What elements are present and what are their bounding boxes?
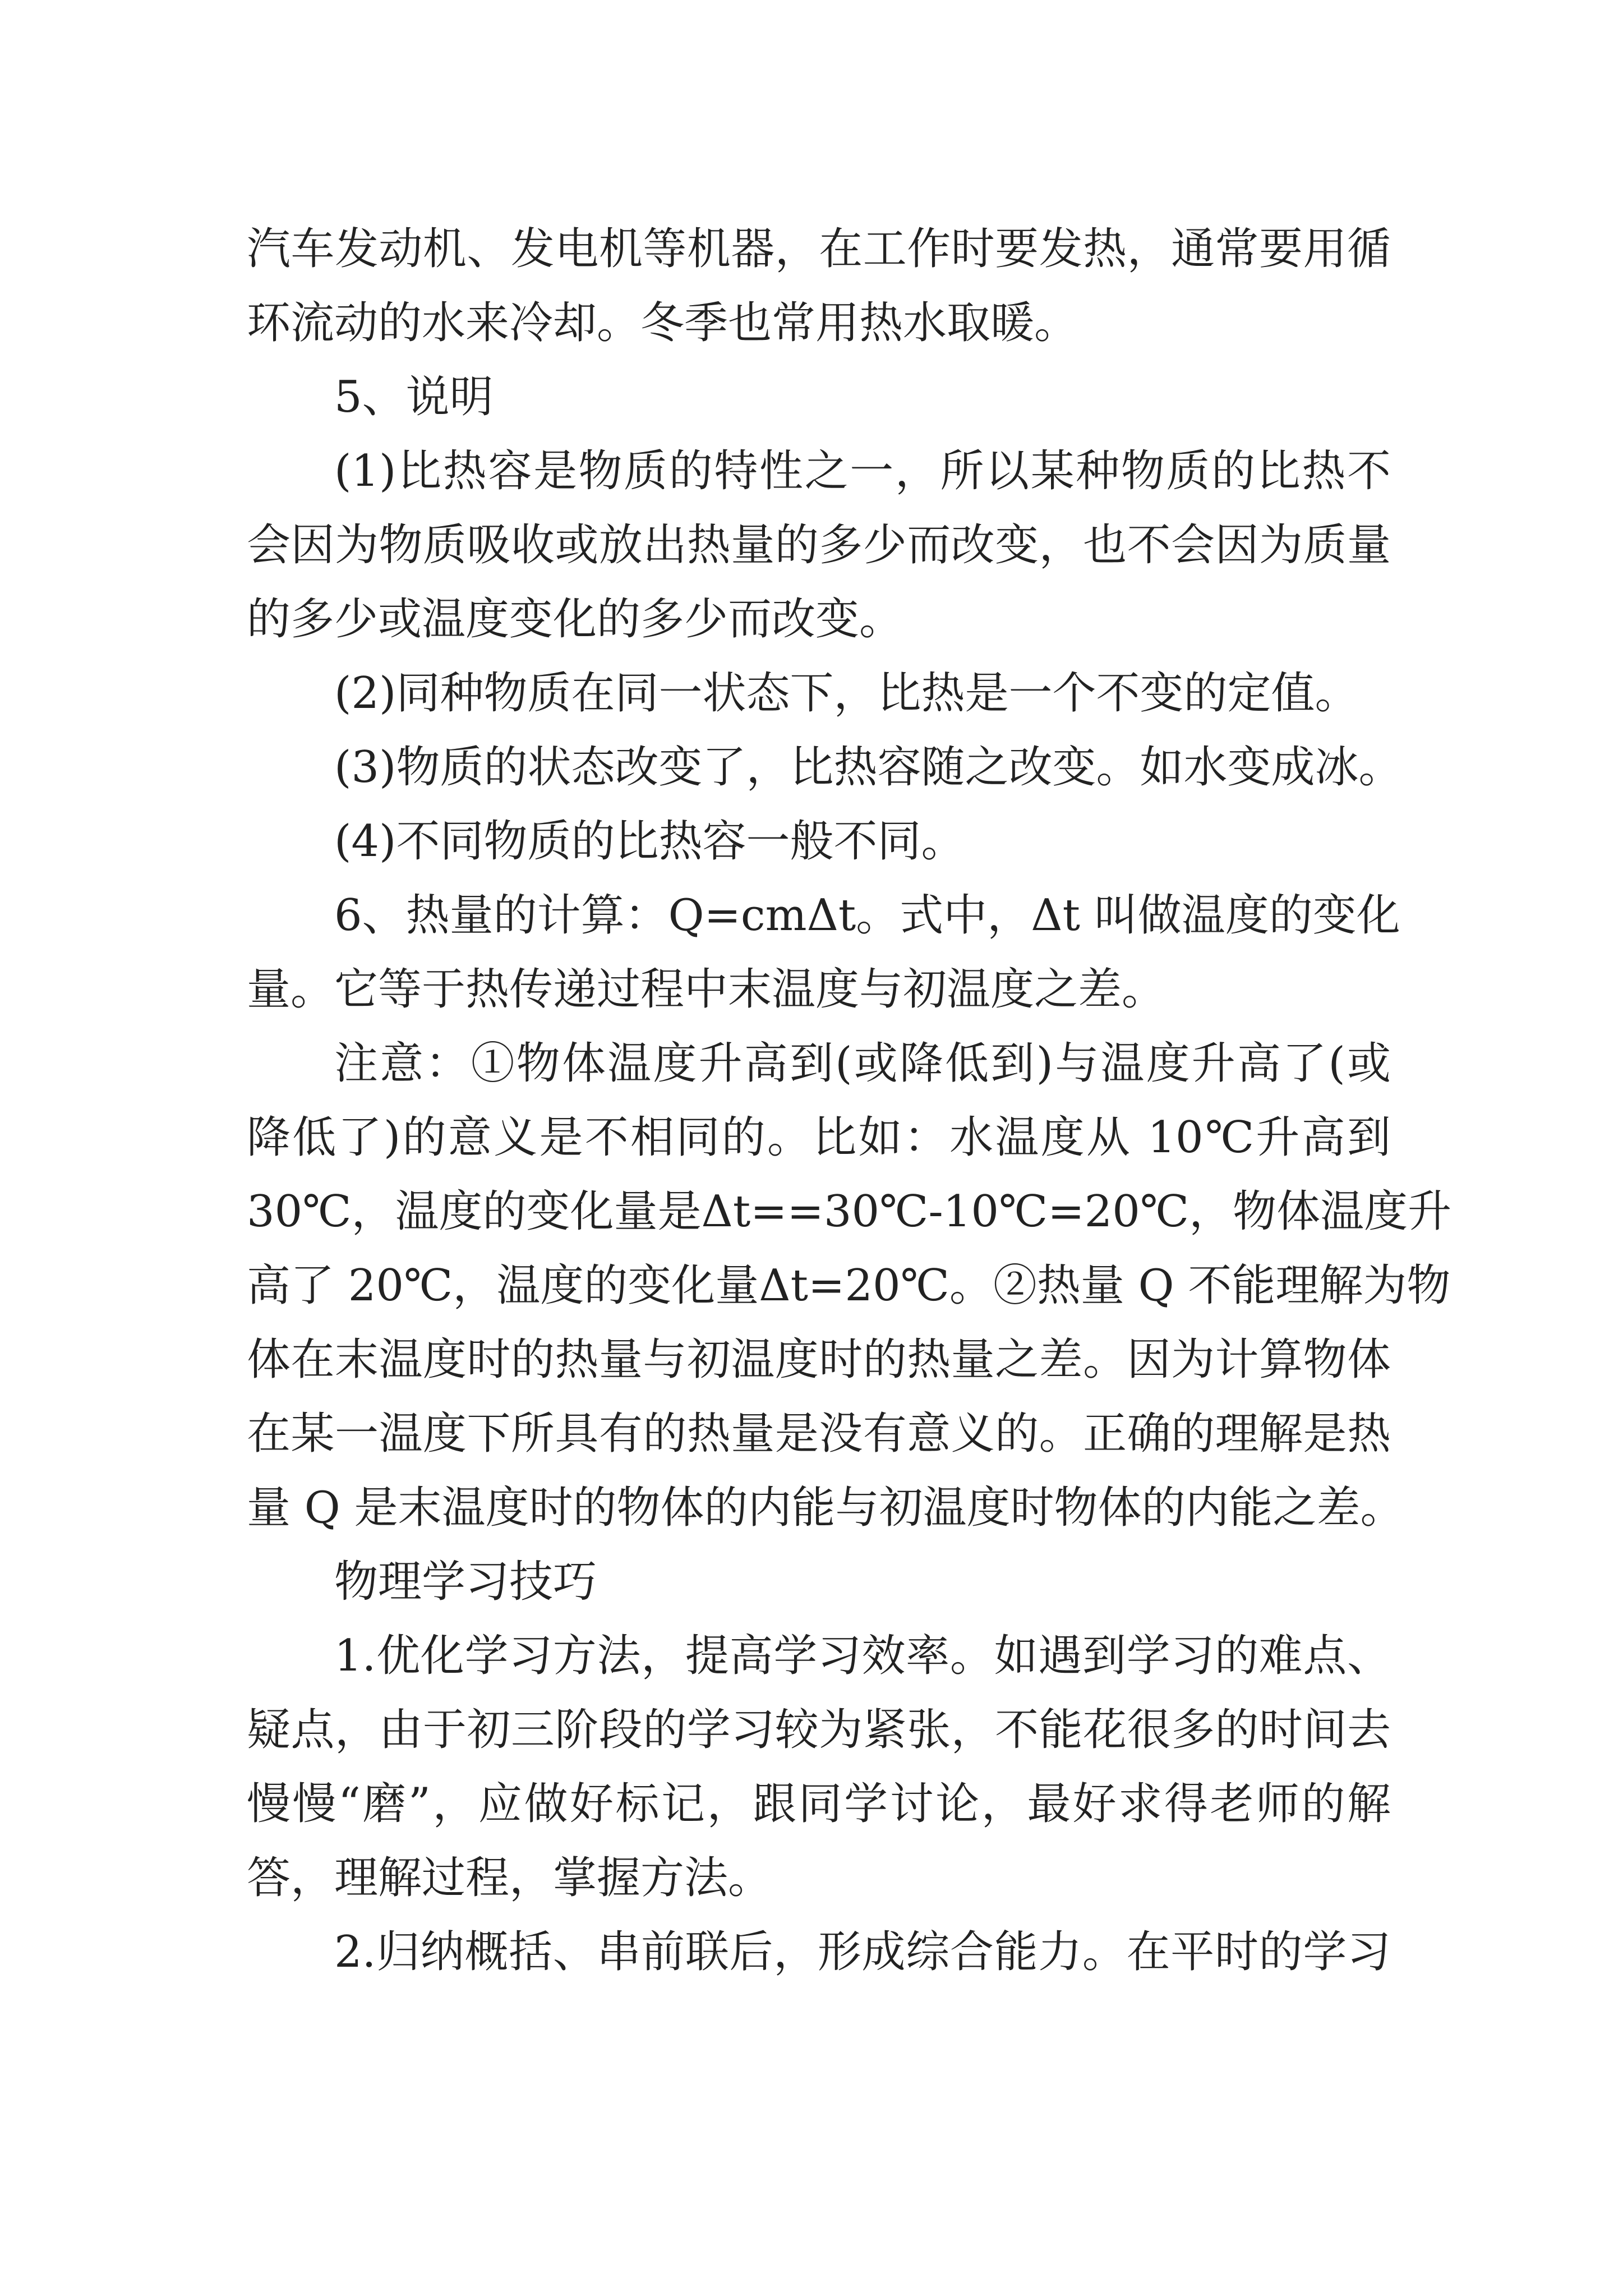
text-line: 体在末温度时的热量与初温度时的热量之差。因为计算物体 — [247, 1335, 1391, 1385]
document-page — [247, 212, 1452, 1989]
text-line: 高了 20℃，温度的变化量Δt=20℃。②热量 Q 不能理解为物 — [247, 1260, 1451, 1311]
text-line: 慢慢“磨”，应做好标记，跟同学讨论，最好求得老师的解 — [247, 1779, 1391, 1829]
text-line: 环流动的水来冷却。冬季也常用热水取暖。 — [247, 298, 1078, 348]
text-line: (3)物质的状态改变了，比热容随之改变。如水变成冰。 — [334, 742, 1403, 793]
text-line: 量。它等于热传递过程中末温度与初温度之差。 — [247, 964, 1166, 1015]
text-line: 答，理解过程，掌握方法。 — [247, 1853, 772, 1903]
text-line: 注意：①物体温度升高到(或降低到)与温度升高了(或 — [334, 1038, 1391, 1089]
section-heading: 5、说明 — [334, 372, 494, 422]
text-line: 2.归纳概括、串前联后，形成综合能力。在平时的学习 — [334, 1927, 1391, 1977]
text-line: 会因为物质吸收或放出热量的多少而改变，也不会因为质量 — [247, 520, 1391, 570]
text-line: (4)不同物质的比热容一般不同。 — [334, 816, 965, 867]
text-line: 疑点，由于初三阶段的学习较为紧张，不能花很多的时间去 — [247, 1705, 1391, 1755]
text-line: (1)比热容是物质的特性之一，所以某种物质的比热不 — [334, 446, 1391, 496]
text-line: (2)同种物质在同一状态下，比热是一个不变的定值。 — [334, 668, 1359, 719]
text-line: 30℃，温度的变化量是Δt==30℃-10℃=20℃，物体温度升 — [247, 1186, 1452, 1237]
text-line: 6、热量的计算：Q=cmΔt。式中，Δt 叫做温度的变化 — [334, 890, 1400, 941]
text-line: 在某一温度下所具有的热量是没有意义的。正确的理解是热 — [247, 1409, 1391, 1459]
text-line: 汽车发动机、发电机等机器，在工作时要发热，通常要用循 — [247, 224, 1391, 274]
text-line: 降低了)的意义是不相同的。比如：水温度从 10℃升高到 — [247, 1112, 1391, 1163]
text-line: 量 Q 是末温度时的物体的内能与初温度时物体的内能之差。 — [247, 1483, 1404, 1533]
text-line: 1.优化学习方法，提高学习效率。如遇到学习的难点、 — [334, 1631, 1391, 1681]
text-line: 的多少或温度变化的多少而改变。 — [247, 594, 903, 645]
section-heading: 物理学习技巧 — [334, 1557, 597, 1607]
